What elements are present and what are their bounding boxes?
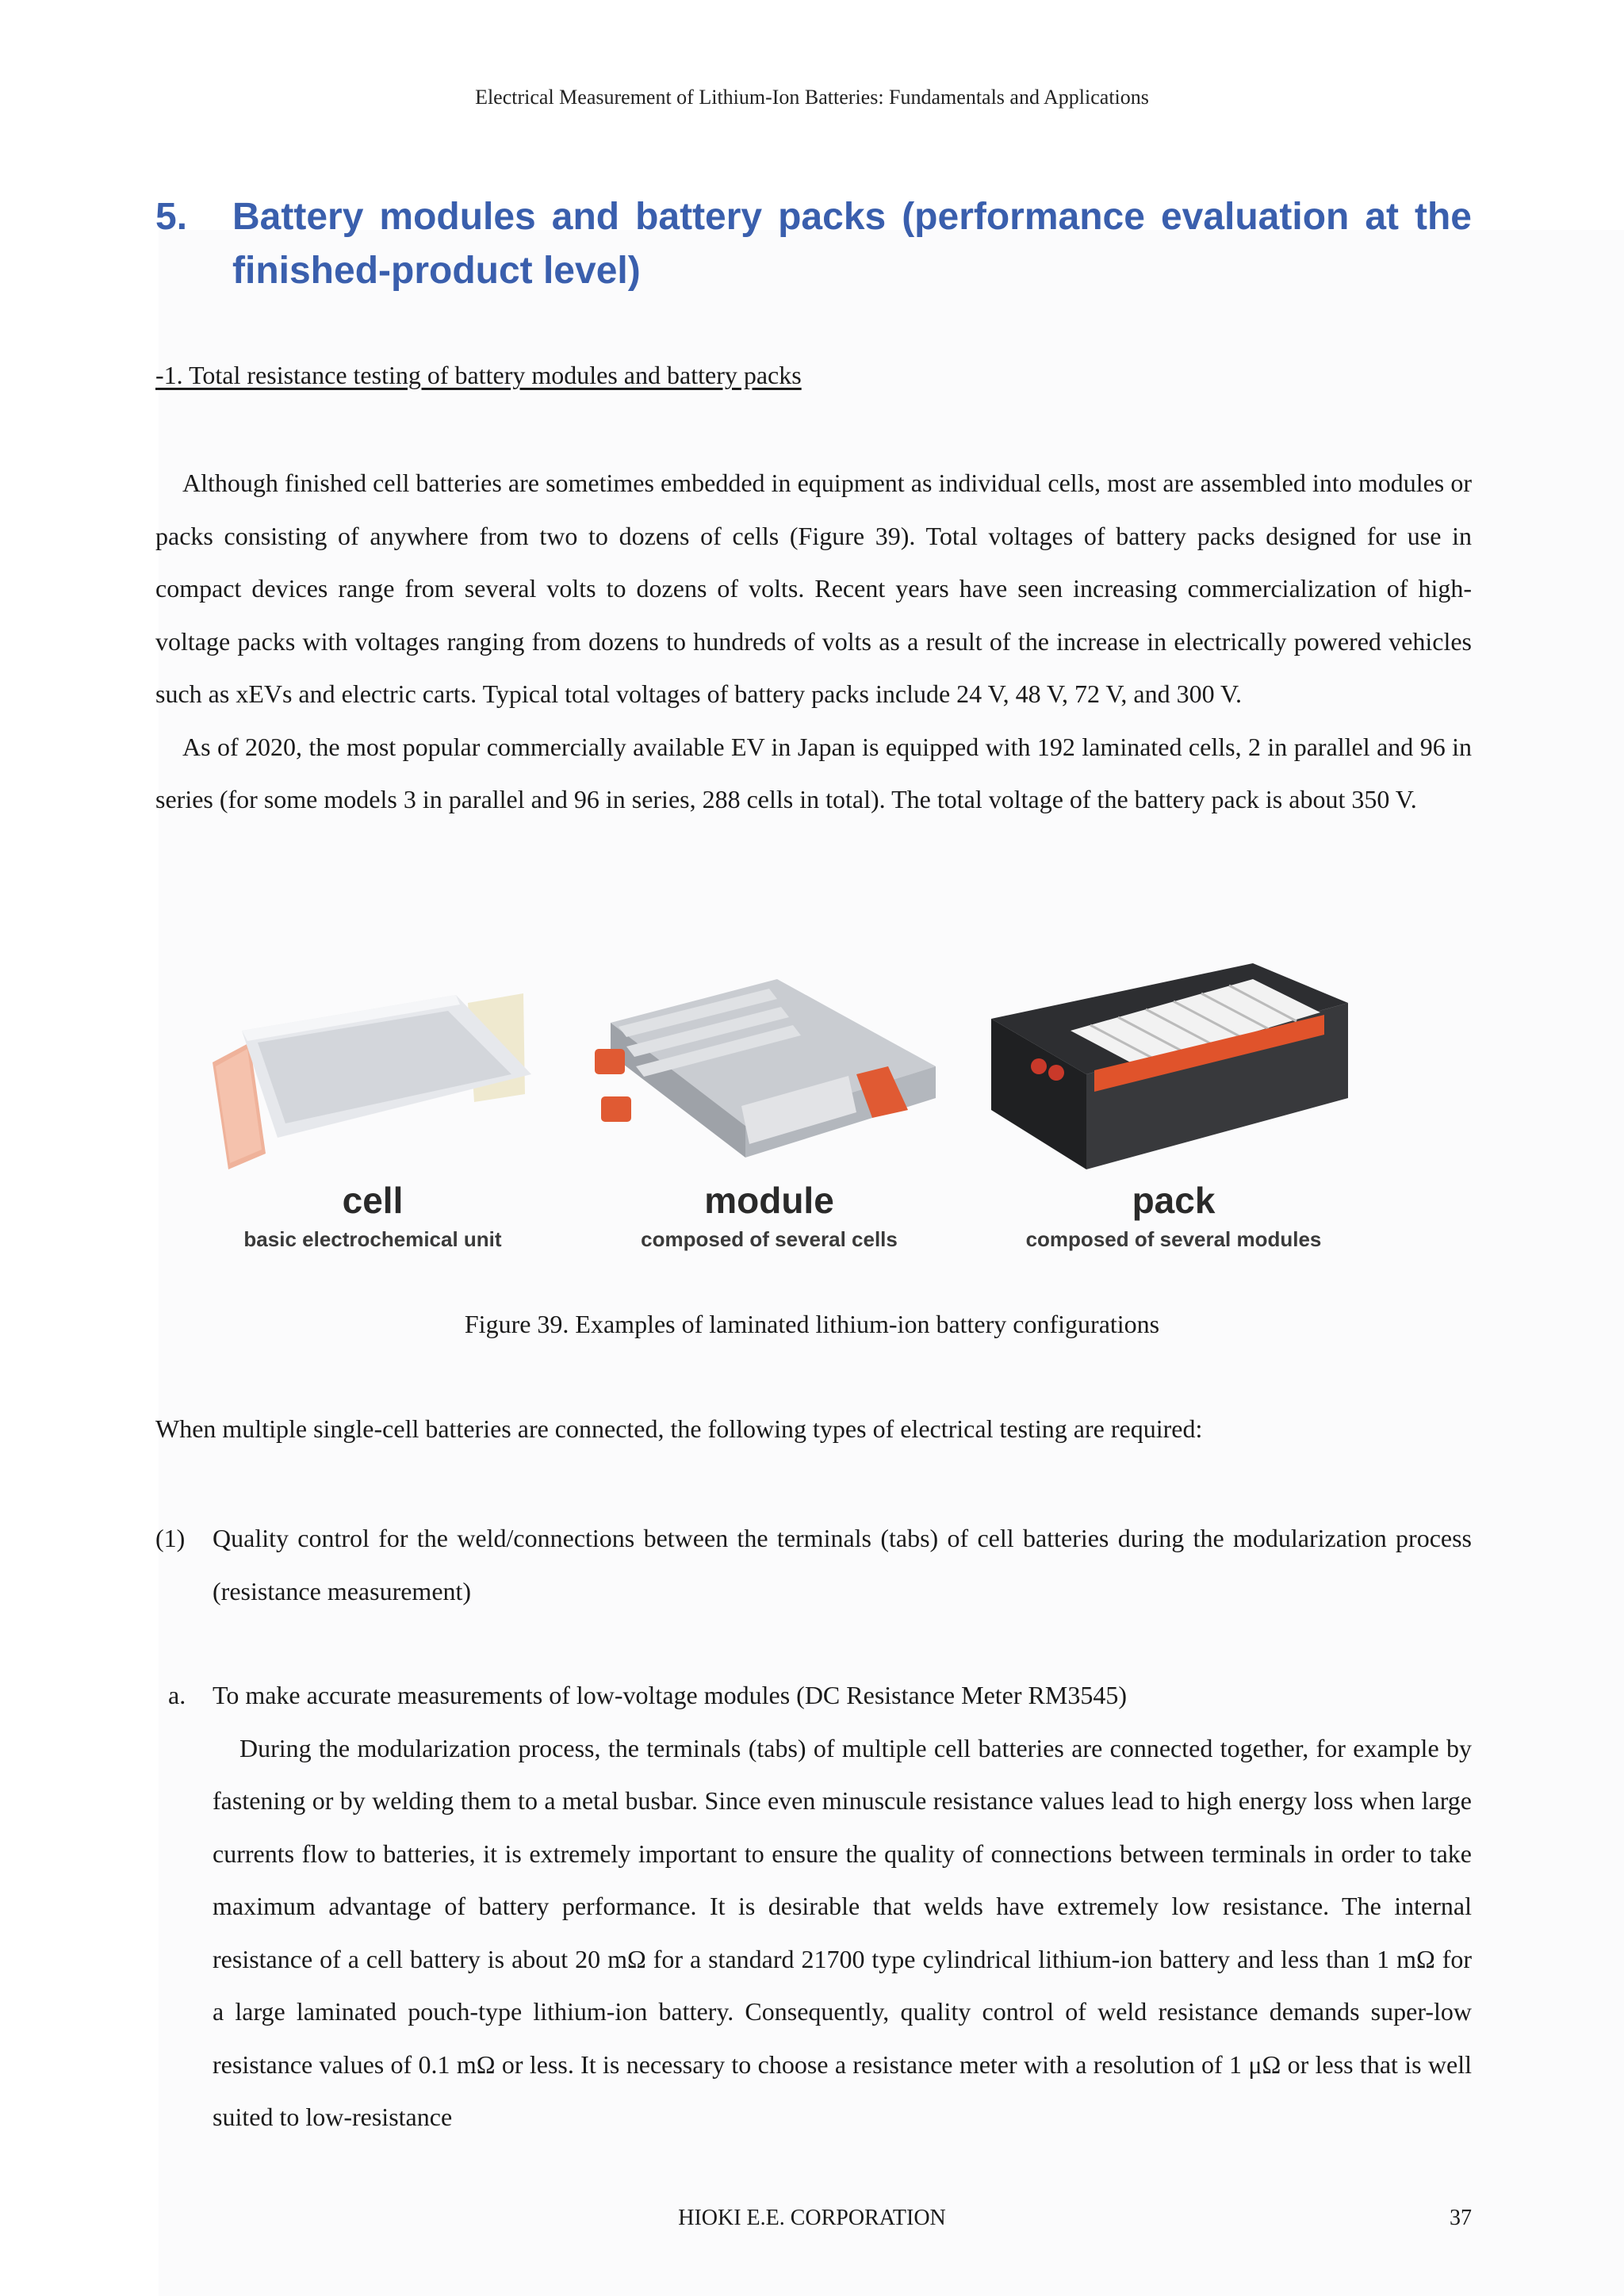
cell-illustration xyxy=(206,955,539,1177)
lead-text: When multiple single-cell batteries are connected, the following types of electrical testing are required: xyxy=(155,1414,1203,1443)
subsection-heading: -1. Total resistance testing of battery modules and battery packs xyxy=(155,361,802,389)
sub-list-heading: To make accurate measurements of low-voltage modules (DC Resistance Meter RM3545) xyxy=(213,1681,1127,1709)
running-header: Electrical Measurement of Lithium-Ion Batteries: Fundamentals and Applications xyxy=(475,86,1149,109)
list-marker: (1) xyxy=(155,1524,186,1552)
module-illustration xyxy=(595,955,944,1185)
intro-paragraph: As of 2020, the most popular commercially available EV in Japan is equipped with 192 laminated cells, 2 in parallel and 96 in series (for some models 3 in parallel and 96 in series, 288 cells in total). The total voltage of the battery pack is about 350 V. xyxy=(155,732,1472,813)
section-title: Battery modules and battery packs (performance evaluation at the finished-product level) xyxy=(232,196,1472,292)
figure-label: module xyxy=(704,1180,834,1221)
figure-label: pack xyxy=(1132,1180,1216,1221)
pack-illustration xyxy=(991,955,1356,1185)
sub-list-item xyxy=(155,1669,1472,2144)
page-number: 37 xyxy=(1450,2206,1472,2230)
intro-text xyxy=(155,457,1472,826)
sub-list-paragraph: During the modularization process, the terminals (tabs) of multiple cell batteries are connected together, for example by fastening or by welding them to a metal busbar. Since even minuscule resistance values lead to high energy loss when large currents flow to batteries, it is extremely important to ensure the quality of connections between terminals in order to take maximum advantage of battery performance. It is desirable that welds have extremely low resistance. The internal resistance of a cell battery is about 20 mΩ for a standard 21700 type cylindrical lithium-ion battery and less than 1 mΩ for a large laminated pouch-type lithium-ion battery. Consequently, quality control of weld resistance demands super-low resistance values of 0.1 mΩ or less. It is necessary to choose a resistance meter with a resolution of 1 μΩ or less that is well suited to low-resistance xyxy=(213,1733,1472,2131)
figure-sublabel: composed of several cells xyxy=(641,1227,898,1251)
figure-label: cell xyxy=(342,1180,404,1221)
figure-sublabel: basic electrochemical unit xyxy=(243,1227,502,1251)
figure-39 xyxy=(206,955,1356,1265)
sub-list-marker: a. xyxy=(168,1681,186,1709)
figure-item-cell xyxy=(206,955,539,1265)
figure-item-module xyxy=(595,955,944,1265)
list-item-text: Quality control for the weld/connections between the terminals (tabs) of cell batteries during the modularization process (resistance measurement) xyxy=(213,1524,1472,1605)
intro-paragraph: Although finished cell batteries are sometimes embedded in equipment as individual cells, most are assembled into modules or packs consisting of anywhere from two to dozens of cells (Figure 39). Total voltages of battery packs designed for use in compact devices range from several volts to dozens of volts. Recent years have seen increasing commercialization of high-voltage packs with voltages ranging from dozens to hundreds of volts as a result of the increase in electrically powered vehicles such as xEVs and electric carts. Typical total voltages of battery packs include 24 V, 48 V, 72 V, and 300 V. xyxy=(155,469,1472,708)
figure-item-pack xyxy=(991,955,1356,1265)
section-number: 5. xyxy=(155,196,188,238)
section-heading xyxy=(155,190,1472,298)
figure-sublabel: composed of several modules xyxy=(1025,1227,1322,1251)
footer-company: HIOKI E.E. CORPORATION xyxy=(678,2206,946,2230)
figure-caption: Figure 39. Examples of laminated lithium-ion battery configurations xyxy=(464,1310,1160,1338)
list-item xyxy=(155,1512,1472,1617)
